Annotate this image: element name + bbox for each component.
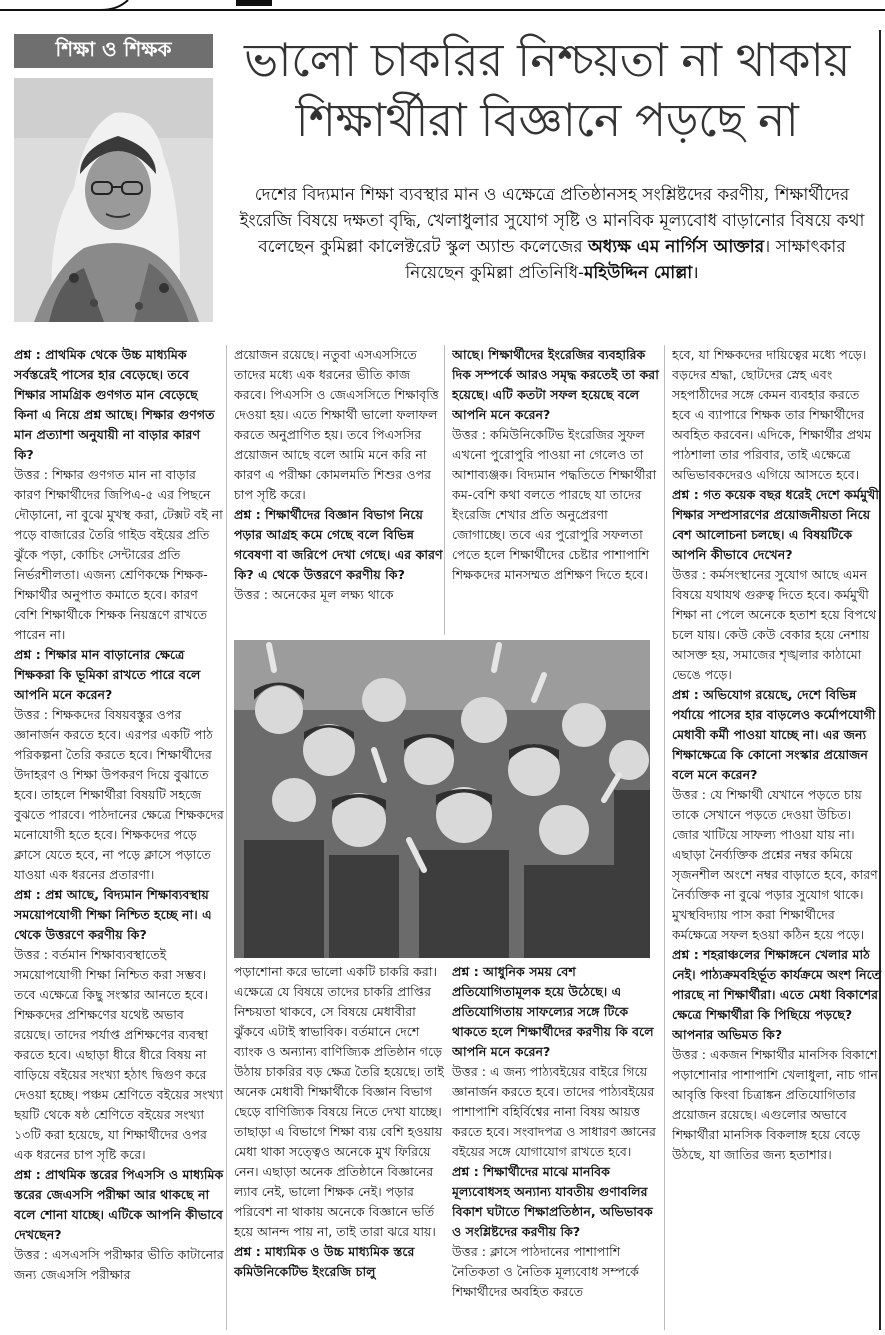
interview-answer: উত্তর : কমিউনিকেটিভ ইংরেজির সুফল এখনো পুরোপুরি পাওয়া না গেলেও তা আশাব্যঞ্জক। বিদ্যমান পদ্ধতিতে শিক্ষার্থীরা কম-বেশি কথা বলতে পারছে যা তাদের ইংরেজি শেখার প্রতি অনুপ্রেরণা জোগাচ্ছে। তবে এর পুরোপুরি সফলতা পেতে হলে শিক্ষার্থীদের চেষ্টার পাশাপাশি শিক্ষকদের মানসম্মত প্রশিক্ষণ দিতে হবে। — [452, 427, 657, 582]
interview-answer: উত্তর : বর্তমান শিক্ষাব্যবস্থাতেই সময়োপযোগী শিক্ষা নিশ্চিত করা সম্ভব। তবে এক্ষেত্রে কিছু সংস্কার আনতে হবে। শিক্ষকদের প্রশিক্ষণের যথেষ্ট অভাব রয়েছে। তাদের পর্যাপ্ত প্রশিক্ষণের ব্যবস্থা করতে হবে। এছাড়া ধীরে ধীরে বিষয় না বাড়িয়ে বইয়ের সংখ্যা হঠাৎ দ্বিগুণ করে দেওয়া হচ্ছে। পঞ্চম শ্রেণিতে বইয়ের সংখ্যা ছয়টি থেকে ষষ্ঠ শ্রেণিতে বইয়ের সংখ্যা ১৩টি করা হয়েছে, যা শিক্ষার্থীদের ওপর এক ধরনের চাপ সৃষ্টি করে। — [14, 947, 224, 1162]
intro-text-2: । সাক্ষাৎকার নিয়েছেন কুমিল্লা প্রতিনিধি- — [405, 237, 846, 283]
interview-answer: উত্তর : এসএসসি পরীক্ষার ভীতি কাটানোর জন্য জেএসসি পরীক্ষার — [14, 1247, 224, 1282]
interview-question: প্রশ্ন : আধুনিক সময় বেশ প্রতিযোগিতামূলক হয়ে উঠেছে। এ প্রতিযোগিতায় সাফল্যের সঙ্গে টিকে থাকতে হলে শিক্ষার্থীদের করণীয় কি বলে আপনি মনে করেন? — [452, 964, 654, 1059]
article-column-1 — [14, 345, 224, 1330]
interview-answer: উত্তর : ক্লাসে পাঠদানের পাশাপাশি নৈতিকতা ও নৈতিক মূল্যবোধ সম্পর্কে শিক্ষার্থীদের অবহিত করতে — [452, 1244, 639, 1299]
headline-line-1: ভালো চাকরির নিশ্চয়তা না থাকায় — [244, 33, 850, 87]
interview-question: প্রশ্ন : শিক্ষার মান বাড়ানোর ক্ষেত্রে শিক্ষকরা কি ভূমিকা রাখতে পারে বলে আপনি মনে করেন? — [14, 647, 201, 702]
interviewee-name: অধ্যক্ষ এম নার্গিস আক্তার — [588, 237, 765, 257]
interview-question: প্রশ্ন : শিক্ষার্থীদের বিজ্ঞান বিভাগ নিয়ে পড়ার আগ্রহ কমে গেছে বলে বিভিন্ন গবেষণা বা জরিপে দেখা গেছে। এর কারণ কি? এ থেকে উত্তরণে করণীয় কি? — [234, 507, 443, 582]
interview-answer: প্রয়োজন রয়েছে। নতুবা এসএসসিতে তাদের মধ্যে এক ধরনের ভীতি কাজ করবে। পিএসসি ও জেএসসিতে শিক্ষাবৃত্তি দেওয়া হয়। এতে শিক্ষার্থী ভালো ফলাফল করতে অনুপ্রাণিত হয়। তবে পিএসসির প্রয়োজন আছে বলে আমি মনে করি না কারণ এ পরীক্ষা কোমলমতি শিশুর ওপর চাপ সৃষ্টি করে। — [234, 347, 439, 502]
interview-question: আছে। শিক্ষার্থীদের ইংরেজির ব্যবহারিক দিক সম্পর্কে আরও সমৃদ্ধ করতেই তা করা হয়েছে। এটি কতটা সফল হয়েছে বলে আপনি মনে করেন? — [452, 347, 659, 422]
students-celebrating-photo — [234, 640, 650, 958]
interview-answer: উত্তর : শিক্ষার গুণগত মান না বাড়ার কারণ শিক্ষার্থীদের জিপিএ-৫ এর পিছনে দৌড়ানো, না বুঝে মুখস্থ করা, টেক্সট বই না পড়ে বাজারের তৈরি গাইড বইয়ের প্রতি ঝুঁকে পড়া, কোচিং সেন্টারের প্রতি নির্ভরশীলতা। এজন্য শ্রেণিকক্ষে শিক্ষক-শিক্ষার্থীর অনুপাত কমাতে হবে। কারণ বেশি শিক্ষার্থীকে শিক্ষক নিয়ন্ত্রণে রাখতে পারেন না। — [14, 467, 223, 642]
interview-question: প্রশ্ন : প্রাথমিক থেকে উচ্চ মাধ্যমিক সর্বস্তরেই পাসের হার বেড়েছে। তবে শিক্ষার সামগ্রিক গুণগত মান বেড়েছে কিনা এ নিয়ে প্রশ্ন আছে। শিক্ষার গুণগত মান প্রত্যাশা অনুযায়ী না বাড়ার কারণ কি? — [14, 347, 215, 462]
intro-paragraph — [232, 182, 872, 286]
column-divider — [444, 345, 445, 635]
interview-answer: উত্তর : এ জন্য পাঠ্যবইয়ের বাইরে গিয়ে জ্ঞানার্জন করতে হবে। তাদের পাঠ্যবইয়ের পাশাপাশি বহির্বিশ্বের নানা বিষয় আয়ত্ত করতে হবে। সংবাদপত্র ও সাধারণ জ্ঞানের বইয়ের সঙ্গে যোগাযোগ রাখতে হবে। — [452, 1064, 656, 1159]
interview-question: প্রশ্ন : প্রশ্ন আছে, বিদ্যমান শিক্ষাব্যবস্থায় সময়োপযোগী শিক্ষা নিশ্চিত হচ্ছে না। এ থেকে উত্তরণে করণীয় কি? — [14, 887, 212, 942]
interview-question: প্রশ্ন : শহরাঞ্চলের শিক্ষাঙ্গনে খেলার মাঠ নেই। পাঠ্যক্রমবহির্ভূত কার্যক্রমে অংশ নিতে পারছে না শিক্ষার্থীরা। এতে মেধা বিকাশের ক্ষেত্রে শিক্ষার্থীরা কি পিছিয়ে পড়ছে? আপনার অভিমত কি? — [672, 947, 882, 1042]
section-label: শিক্ষা ও শিক্ষক — [14, 34, 213, 68]
interview-question: প্রশ্ন : অভিযোগ রয়েছে, দেশে বিভিন্ন পর্যায়ে পাসের হার বাড়লেও কর্মোপযোগী মেধাবী কর্মী পাওয়া যাচ্ছে না। এর জন্য শিক্ষাক্ষেত্রে কি কোনো সংস্কার প্রয়োজন বলে মনে করেন? — [672, 687, 876, 782]
interview-answer: পড়াশোনা করে ভালো একটি চাকরি করা। এক্ষেত্রে যে বিষয়ে তাদের চাকরি প্রাপ্তির নিশ্চয়তা থাকবে, সে বিষয়ে মেধাবীরা ঝুঁকবে এটাই স্বাভাবিক। বর্তমানে দেশে ব্যাংক ও অন্যান্য বাণিজ্যিক প্রতিষ্ঠান গড়ে উঠায় চাকরির বড় ক্ষেত্র তৈরি হয়েছে। তাই অনেক মেধাবী শিক্ষার্থীকে বিজ্ঞান বিভাগ ছেড়ে বাণিজ্যিক বিষয়ে নিতে দেখা যাচ্ছে। তাছাড়া এ বিভাগে শিক্ষা ব্যয় বেশি হওয়ায় মেধা থাকা সত্ত্বেও অনেকে মুখ ফিরিয়ে নেন। এছাড়া অনেক প্রতিষ্ঠানে বিজ্ঞানের ল্যাব নেই, ভালো শিক্ষক নেই। পড়ার পরিবেশ না থাকায় অনেকে বিজ্ঞানে ভর্তি হয়ে আনন্দ পায় না, তাই তারা ঝরে যায়। — [234, 964, 444, 1239]
interview-answer: হবে, যা শিক্ষকদের দায়িত্বের মধ্যে পড়ে। বড়দের শ্রদ্ধা, ছোটদের স্নেহ এবং সহপাঠীদের সঙ্গে কেমন ব্যবহার করতে হবে এ ব্যাপারে শিক্ষক তার শিক্ষার্থীদের অবহিত করবেন। এদিকে, শিক্ষার্থীর প্রথম পাঠশালা তার পরিবার, তাই এক্ষেত্রে অভিভাবকদেরও এগিয়ে আসতে হবে। — [672, 347, 872, 482]
article-column-3-lower — [452, 962, 662, 1332]
article-column-4 — [672, 345, 882, 1330]
interview-question: প্রশ্ন : প্রাথমিক স্তরের পিএসসি ও মাধ্যমিক স্তরের জেএসসি পরীক্ষা আর থাকছে না বলে শোনা যাচ্ছে। এটিকে আপনি কীভাবে দেখছেন? — [14, 1167, 224, 1242]
interview-question: প্রশ্ন : গত কয়েক বছর ধরেই দেশে কর্মমুখী শিক্ষার সম্প্রসারণের প্রয়োজনীয়তা নিয়ে বেশ আলোচনা চলছে। এ বিষয়টিকে আপনি কীভাবে দেখেন? — [672, 487, 879, 562]
interviewee-photo — [14, 78, 213, 322]
intro-text-1: দেশের বিদ্যমান শিক্ষা ব্যবস্থার মান ও এক্ষেত্রে প্রতিষ্ঠানসহ সংশ্লিষ্টদের করণীয়, শিক্ষার্থীদের ইংরেজি বিষয়ে দক্ষতা বৃদ্ধি, খেলাধুলার সুযোগ সৃষ্টি ও মানবিক মূল্যবোধ বাড়ানোর বিষয়ে কথা বলেছেন কুমিল্লা কালেক্টরেট স্কুল অ্যান্ড কলেজের — [239, 185, 865, 257]
intro-text-3: । — [692, 263, 699, 283]
article-column-2-lower — [234, 962, 444, 1332]
page-top-rule — [0, 0, 885, 12]
interview-question: প্রশ্ন : শিক্ষার্থীদের মাঝে মানবিক মূল্যবোধসহ অন্যান্য যাবতীয় গুণাবলির বিকাশ ঘটাতে শিক্ষাপ্রতিষ্ঠান, অভিভাবক ও সংশ্লিষ্টদের করণীয় কি? — [452, 1164, 653, 1239]
interview-question: প্রশ্ন : মাধ্যমিক ও উচ্চ মাধ্যমিক স্তরে কমিউনিকেটিভ ইংরেজি চালু — [234, 1244, 415, 1279]
article-column-3 — [452, 345, 662, 635]
column-divider — [226, 345, 227, 1330]
headline — [222, 30, 872, 150]
column-divider — [664, 345, 665, 1330]
interview-answer: উত্তর : একজন শিক্ষার্থীর মানসিক বিকাশে পড়াশোনার পাশাপাশি খেলাধুলা, নাচ গান আবৃত্তি কিংবা চিত্রাঙ্কন প্রতিযোগিতার প্রয়োজন রয়েছে। এগুলোর অভাবে শিক্ষার্থীরা মানসিক বিকলাঙ্গ হয়ে বেড়ে উঠছে, যা জাতির জন্য হতাশার। — [672, 1047, 878, 1162]
interview-answer: উত্তর : কর্মসংস্থানের সুযোগ আছে এমন বিষয়ে যথাযথ গুরুত্ব দিতে হবে। কর্মমুখী শিক্ষা না পেলে অনেকে হতাশ হয়ে বিপথে চলে যায়। কেউ কেউ বেকার হয়ে নেশায় আসক্ত হয়, সমাজের শৃঙ্খলার কাঠামো ভেঙে পড়ে। — [672, 567, 877, 682]
interviewer-name: মহিউদ্দিন মোল্লা — [583, 263, 693, 283]
interview-answer: উত্তর : যে শিক্ষার্থী যেখানে পড়তে চায় তাকে সেখানে পড়তে দেওয়া উচিত। জোর খাটিয়ে সাফল্য পাওয়া যায় না। এছাড়া নৈর্ব্যক্তিক প্রশ্নের নম্বর কমিয়ে সৃজনশীল অংশে নম্বর বাড়াতে হবে, কারণ নৈর্ব্যক্তিক না বুঝে পড়ার সুযোগ থাকে। মুখস্থবিদ্যায় পাস করা শিক্ষার্থীদের কর্মক্ষেত্রে সফল হওয়া কঠিন হয়ে পড়ে। — [672, 787, 878, 942]
interview-answer: উত্তর : অনেকের মূল লক্ষ্য থাকে — [234, 587, 394, 602]
interview-answer: উত্তর : শিক্ষকদের বিষয়বস্তুর ওপর জ্ঞানার্জন করতে হবে। এরপর একটি পাঠ পরিকল্পনা তৈরি করতে হবে। শিক্ষার্থীদের উদাহরণ ও শিক্ষা উপকরণ দিয়ে বুঝাতে হবে। তাহলে শিক্ষার্থীরা বিষয়টি সহজে বুঝতে পারবে। পাঠদানের ক্ষেত্রে শিক্ষকদের মনোযোগী হতে হবে। শিক্ষকদের পড়ে ক্লাসে যেতে হবে, না পড়ে ক্লাসে পড়াতে যাওয়া এক ধরনের প্রতারণা। — [14, 707, 224, 882]
article-column-2 — [234, 345, 444, 635]
headline-line-2: শিক্ষার্থীরা বিজ্ঞানে পড়ছে না — [295, 93, 799, 147]
